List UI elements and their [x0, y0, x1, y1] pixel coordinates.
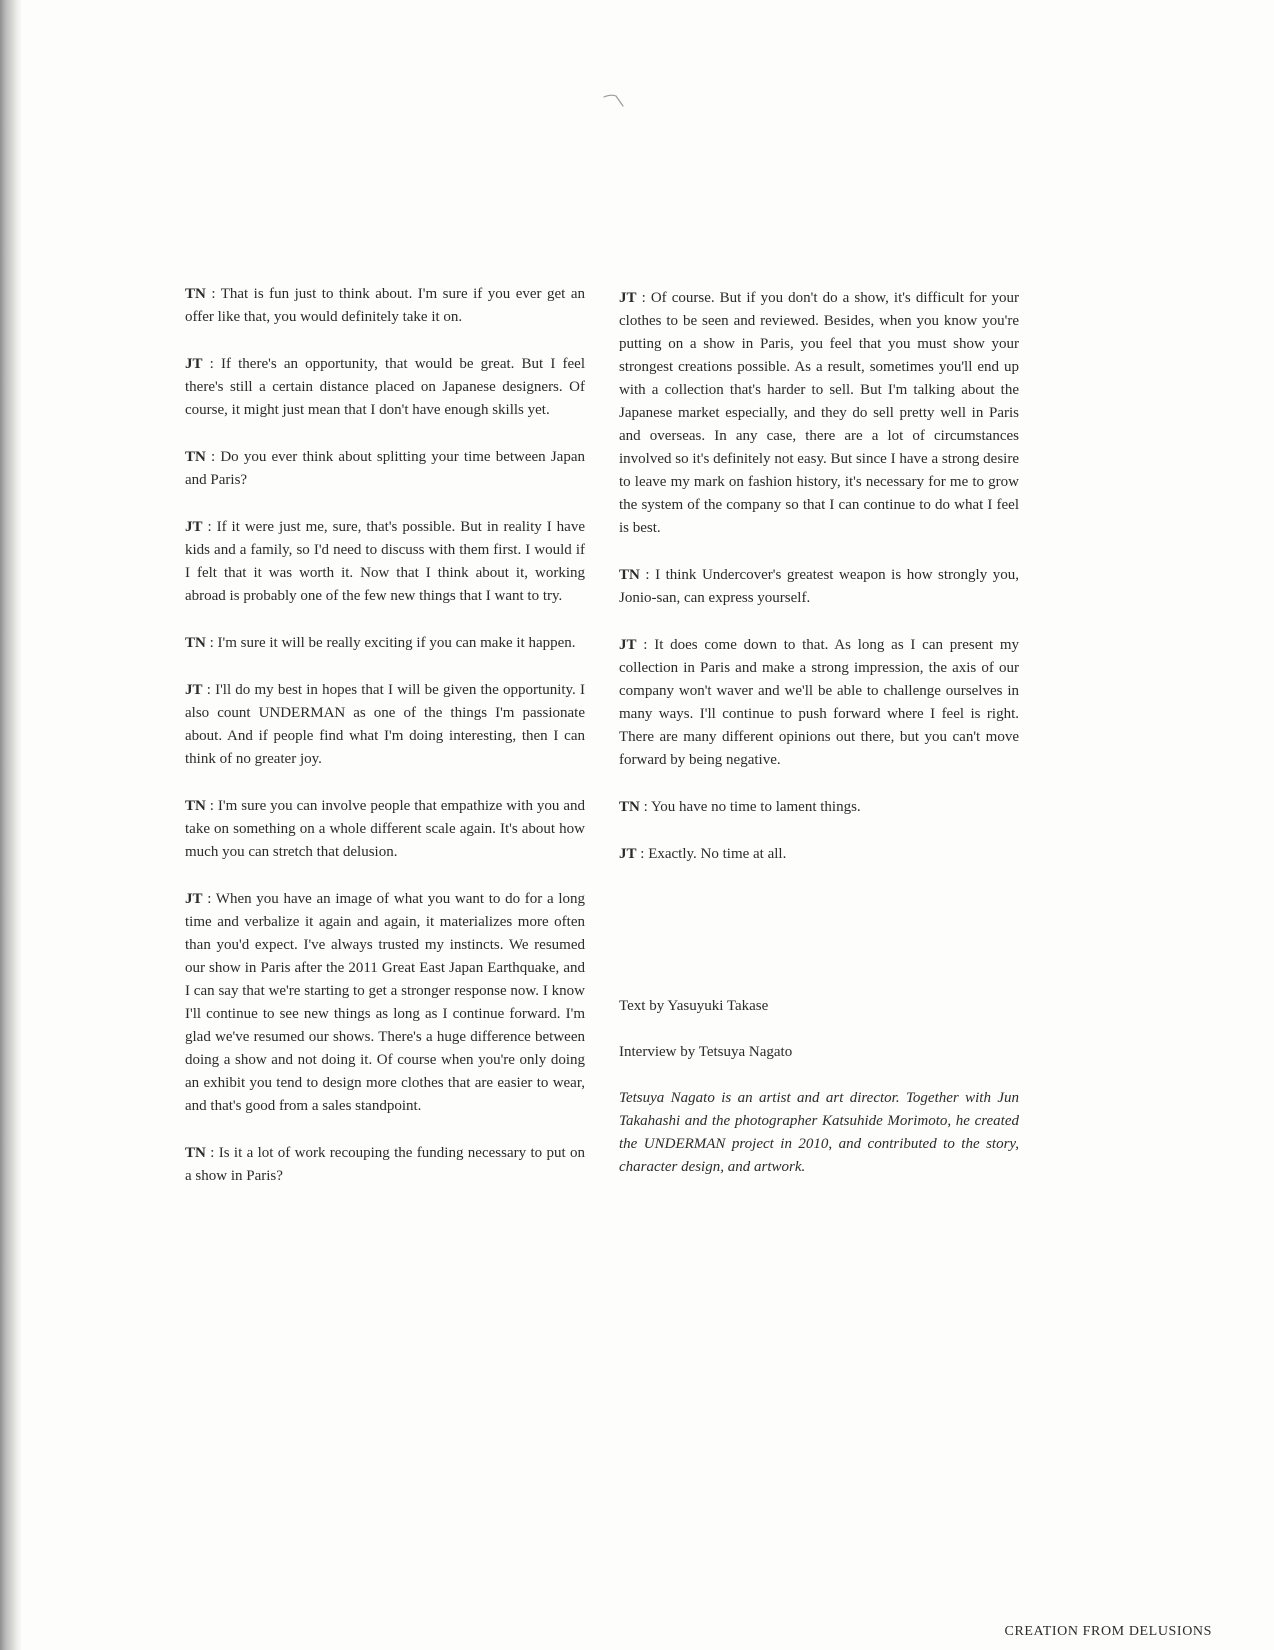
interview-paragraph [185, 353, 585, 422]
paragraph-text: I'll do my best in hopes that I will be given the opportunity. I also count UNDERMAN as one of the things I'm passionate about. And if people find what I'm doing interesting, then I can think of no greater joy. [185, 682, 585, 767]
speaker-separator: : [205, 798, 218, 814]
speaker-initials: TN [619, 799, 640, 815]
paragraph-text: It does come down to that. As long as I can present my collection in Paris and make a strong impression, the axis of our company won't waver and we'll be able to challenge ourselves in many ways. I'll continue to push forward where I feel is right. There are many different opinions out there, but you can't move forward by being negative. [619, 637, 1019, 768]
speaker-separator: : [202, 519, 217, 535]
speaker-separator: : [636, 846, 649, 862]
speaker-initials: TN [185, 798, 206, 814]
speaker-initials: TN [185, 449, 206, 465]
paragraph-text: I'm sure it will be really exciting if you can make it happen. [217, 635, 576, 651]
paragraph-text: Exactly. No time at all. [648, 846, 787, 862]
speaker-initials: TN [185, 635, 206, 651]
speaker-separator: : [639, 567, 656, 583]
paragraph-text: If there's an opportunity, that would be great. But I feel there's still a certain distance placed on Japanese designers. Of course, it might just mean that I don't have enough skills yet. [185, 356, 585, 418]
paragraph-text: Is it a lot of work recouping the funding necessary to put on a show in Paris? [185, 1145, 585, 1184]
interview-paragraph [619, 843, 1019, 866]
interview-paragraph [185, 888, 585, 1118]
paragraph-text: That is fun just to think about. I'm sure if you ever get an offer like that, you would definitely take it on. [185, 286, 585, 325]
interview-paragraph [185, 632, 585, 655]
speaker-separator: : [639, 799, 651, 815]
page-spine-shadow [0, 0, 22, 1650]
interview-paragraph [185, 446, 585, 492]
paragraph-text: Do you ever think about splitting your time between Japan and Paris? [185, 449, 585, 488]
pen-stroke-mark [603, 92, 625, 108]
speaker-initials: TN [185, 286, 206, 302]
paragraph-text: When you have an image of what you want to do for a long time and verbalize it again and again, it materializes more often than you'd expect. I've always trusted my instincts. We resumed our show in Paris after the 2011 Great East Japan Earthquake, and I can say that we're starting to get a stronger response now. I know I'll continue to see new things as long as I continue forward. I'm glad we've resumed our shows. There's a huge difference between doing a show and not doing it. Of course when you're only doing an exhibit you tend to design more clothes that are easier to wear, and that's good from a sales standpoint. [185, 891, 585, 1114]
speaker-initials: JT [185, 519, 203, 535]
article-credits [619, 995, 1019, 1179]
interview-paragraph [185, 283, 585, 329]
speaker-separator: : [636, 290, 651, 306]
interview-paragraph [619, 564, 1019, 610]
speaker-initials: TN [619, 567, 640, 583]
speaker-initials: JT [619, 637, 637, 653]
interview-paragraph [619, 287, 1019, 540]
interview-paragraph [185, 1142, 585, 1188]
running-title: CREATION FROM DELUSIONS [1004, 1624, 1212, 1639]
interview-paragraph [619, 796, 1019, 819]
text-credit: Text by Yasuyuki Takase [619, 998, 769, 1014]
interview-column-left [185, 283, 585, 1212]
speaker-separator: : [202, 356, 221, 372]
paragraph-text: I'm sure you can involve people that empathize with you and take on something on a whole different scale again. It's about how much you can stretch that delusion. [185, 798, 585, 860]
speaker-separator: : [205, 286, 221, 302]
interviewer-bio: Tetsuya Nagato is an artist and art director. Together with Jun Takahashi and the photographer Katsuhide Morimoto, he created the UNDERMAN project in 2010, and contributed to the story, character design, and artwork. [619, 1090, 1019, 1175]
interview-paragraph [185, 516, 585, 608]
interview-paragraph [185, 679, 585, 771]
speaker-separator: : [202, 682, 216, 698]
interview-credit: Interview by Tetsuya Nagato [619, 1044, 793, 1060]
speaker-initials: JT [619, 846, 637, 862]
paragraph-text: Of course. But if you don't do a show, it's difficult for your clothes to be seen and reviewed. Besides, when you know you're putting on a show in Paris, you feel that you must show your strongest creations possible. As a result, sometimes you'll end up with a collection that's harder to sell. But I'm talking about the Japanese market especially, and they do sell pretty well in Paris and overseas. In any case, there are a lot of circumstances involved so it's definitely not easy. But since I have a strong desire to leave my mark on fashion history, it's necessary for me to grow the system of the company so that I can continue to do what I feel is best. [619, 290, 1019, 536]
paragraph-text: You have no time to lament things. [650, 799, 861, 815]
interview-column-right [619, 287, 1019, 890]
speaker-separator: : [202, 891, 216, 907]
speaker-separator: : [636, 637, 655, 653]
speaker-initials: JT [185, 891, 203, 907]
speaker-initials: JT [185, 356, 203, 372]
paragraph-text: If it were just me, sure, that's possible. But in reality I have kids and a family, so I'd need to discuss with them first. I would if I felt that it was worth it. Now that I think about it, working abroad is probably one of the few new things that I want to try. [185, 519, 585, 604]
paragraph-text: I think Undercover's greatest weapon is how strongly you, Jonio-san, can express yourself. [619, 567, 1020, 606]
speaker-separator: : [205, 449, 221, 465]
interview-paragraph [619, 634, 1019, 772]
speaker-initials: TN [185, 1145, 206, 1161]
speaker-separator: : [205, 1145, 219, 1161]
speaker-separator: : [205, 635, 218, 651]
speaker-initials: JT [185, 682, 203, 698]
speaker-initials: JT [619, 290, 637, 306]
interview-paragraph [185, 795, 585, 864]
